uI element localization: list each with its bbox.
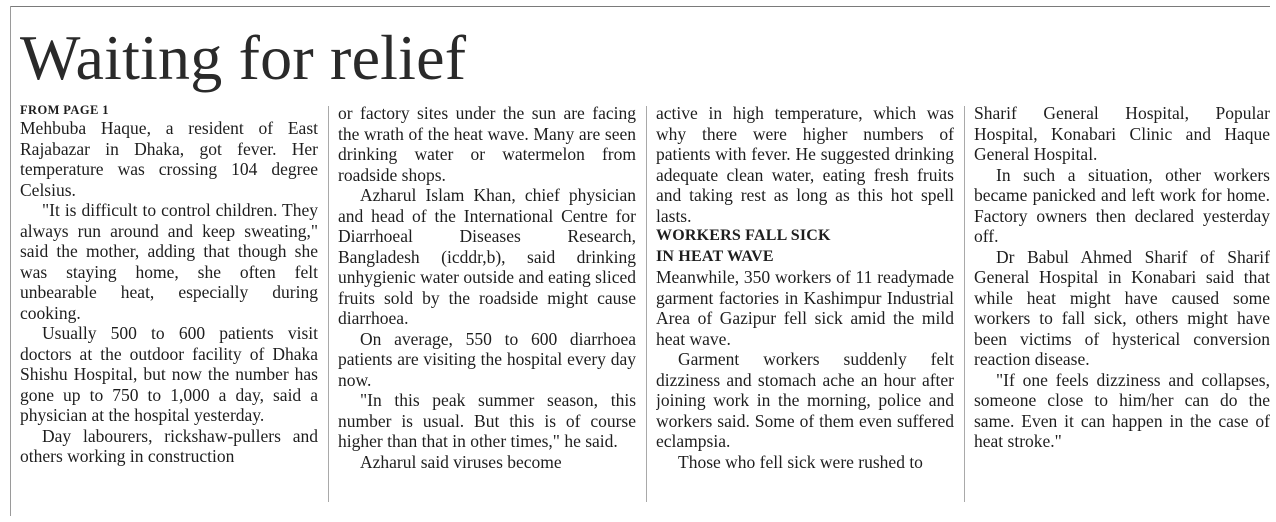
top-rule [10, 6, 1270, 7]
paragraph: Garment workers suddenly felt dizziness and stomach ache an hour after joining work in the morning, police and workers said. Some of them even suffered eclampsia. [656, 349, 954, 451]
article-column-1 [20, 103, 318, 513]
column-rule [328, 106, 329, 502]
subhead-line: WORKERS FALL SICK [656, 227, 831, 244]
paragraph: active in high temperature, which was why there were higher numbers of patients with fever. He suggested drinking adequate clean water, eating fresh fruits and taking rest as long as this hot spell lasts. [656, 103, 954, 226]
column-rule [646, 106, 647, 502]
column-rule [964, 106, 965, 502]
kicker: FROM PAGE 1 [20, 103, 109, 117]
paragraph: Mehbuba Haque, a resident of East Rajabazar in Dhaka, got fever. Her temperature was crossing 104 degree Celsius. [20, 118, 318, 200]
paragraph: Usually 500 to 600 patients visit doctors at the outdoor facility of Dhaka Shishu Hospital, but now the number has gone up to 750 to 1,000 a day, said a physician at the hospital yesterday. [20, 323, 318, 425]
paragraph: In such a situation, other workers became panicked and left work for home. Factory owners then declared yesterday off. [974, 164, 1270, 246]
paragraph: "In this peak summer season, this number is usual. But this is of course higher than that in other times," he said. [338, 390, 636, 451]
paragraph: Day labourers, rickshaw-pullers and others working in construction [20, 425, 318, 466]
subhead-line: IN HEAT WAVE [656, 247, 774, 265]
paragraph: Azharul Islam Khan, chief physician and head of the International Centre for Diarrhoeal Diseases Research, Bangladesh (icddr,b), said drinking unhygienic water outside and eating sliced fruits sold by the roadside might cause diarrhoea. [338, 185, 636, 328]
paragraph: or factory sites under the sun are facing the wrath of the heat wave. Many are seen drinking water or watermelon from roadside shops. [338, 103, 636, 185]
paragraph: "It is difficult to control children. They always run around and keep sweating," said the mother, adding that though she was staying home, she often felt unbearable heat, especially during cooking. [20, 200, 318, 323]
paragraph: On average, 550 to 600 diarrhoea patients are visiting the hospital every day now. [338, 328, 636, 390]
paragraph: Sharif General Hospital, Popular Hospital, Konabari Clinic and Haque General Hospital. [974, 103, 1270, 164]
left-border [10, 6, 11, 516]
paragraph: Dr Babul Ahmed Sharif of Sharif General Hospital in Konabari said that while heat might have caused some workers to fall sick, others might have been victims of hysterical conversion reaction disease. [974, 246, 1270, 369]
paragraph: Those who fell sick were rushed to [678, 451, 923, 472]
article-column-2 [338, 103, 636, 513]
paragraph: Azharul said viruses become [360, 451, 562, 472]
article-column-4 [974, 103, 1270, 513]
paragraph: Meanwhile, 350 workers of 11 readymade garment factories in Kashimpur Industrial Area of Gazipur fell sick amid the mild heat wave. [656, 267, 954, 349]
article-column-3 [656, 103, 954, 513]
subhead [656, 226, 954, 267]
headline: Waiting for relief [20, 22, 467, 93]
paragraph: "If one feels dizziness and collapses, someone close to him/her can do the same. Even it can happen in the case of heat stroke." [974, 369, 1270, 451]
